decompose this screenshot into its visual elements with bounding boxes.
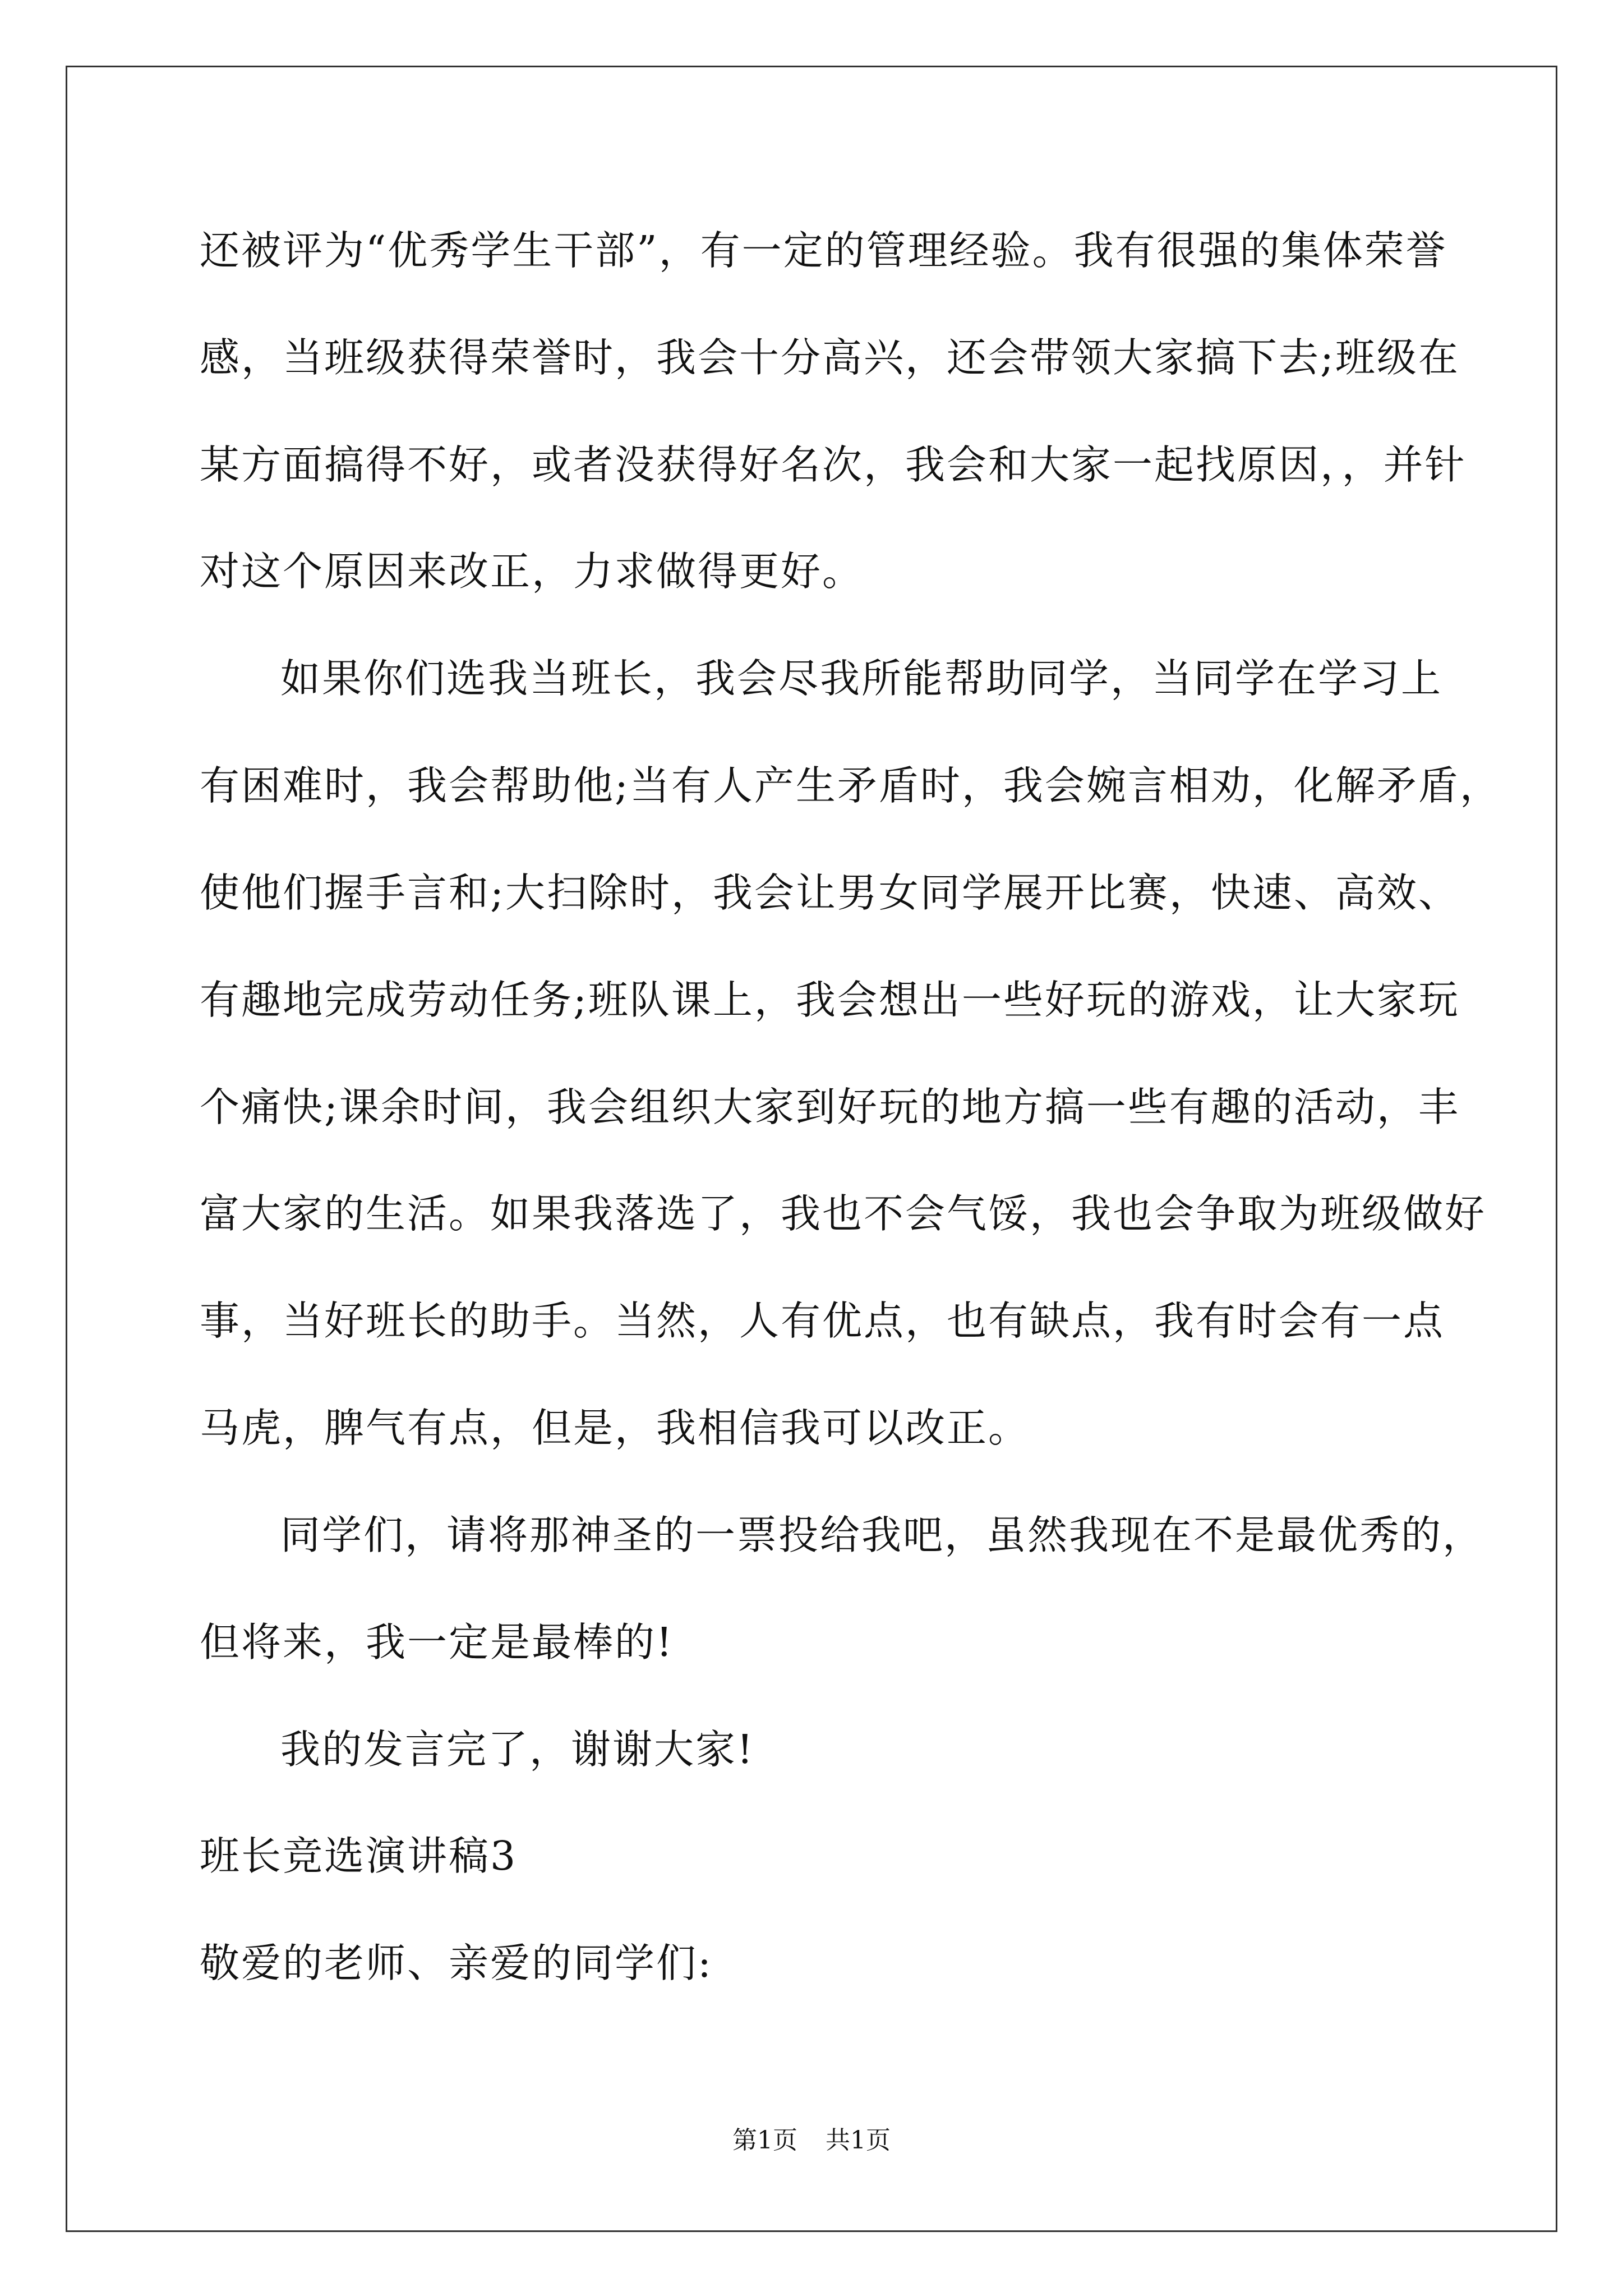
text-line: 使他们握手言和;大扫除时，我会让男女同学展开比赛，快速、高效、 <box>200 869 1460 916</box>
page-frame <box>66 66 1557 2232</box>
text-line: 个痛快;课余时间，我会组织大家到好玩的地方搞一些有趣的活动，丰 <box>200 1084 1460 1130</box>
page-total: 共1页 <box>826 2126 891 2155</box>
text-line: 对这个原因来改正，力求做得更好。 <box>200 548 864 595</box>
text-line: 富大家的生活。如果我落选了，我也不会气馁，我也会争取为班级做好 <box>200 1190 1487 1237</box>
paragraph-start-line: 如果你们选我当班长，我会尽我所能帮助同学，当同学在学习上 <box>280 655 1443 702</box>
section-heading: 班长竞选演讲稿3 <box>200 1833 518 1879</box>
text-line: 某方面搞得不好，或者没获得好名次，我会和大家一起找原因，，并针 <box>200 441 1467 488</box>
text-line: 有趣地完成劳动任务;班队课上，我会想出一些好玩的游戏，让大家玩 <box>200 977 1460 1023</box>
text-line: 有困难时，我会帮助他;当有人产生矛盾时，我会婉言相劝，化解矛盾， <box>200 762 1501 809</box>
text-line: 事，当好班长的助手。当然，人有优点，也有缺点，我有时会有一点 <box>200 1297 1445 1344</box>
paragraph-start-line: 同学们，请将那神圣的一票投给我吧，虽然我现在不是最优秀的， <box>280 1512 1484 1558</box>
text-line: 马虎，脾气有点，但是，我相信我可以改正。 <box>200 1405 1030 1451</box>
text-line: 感，当班级获得荣誉时，我会十分高兴，还会带领大家搞下去;班级在 <box>200 334 1460 381</box>
page-footer <box>0 2125 1623 2156</box>
text-line: 但将来，我一定是最棒的! <box>200 1619 674 1665</box>
salutation-line: 敬爱的老师、亲爱的同学们: <box>200 1940 713 1986</box>
page-number: 第1页 <box>732 2126 797 2155</box>
paragraph-start-line: 我的发言完了，谢谢大家! <box>280 1726 755 1773</box>
text-line: 还被评为“优秀学生干部”，有一定的管理经验。我有很强的集体荣誉 <box>200 227 1447 274</box>
